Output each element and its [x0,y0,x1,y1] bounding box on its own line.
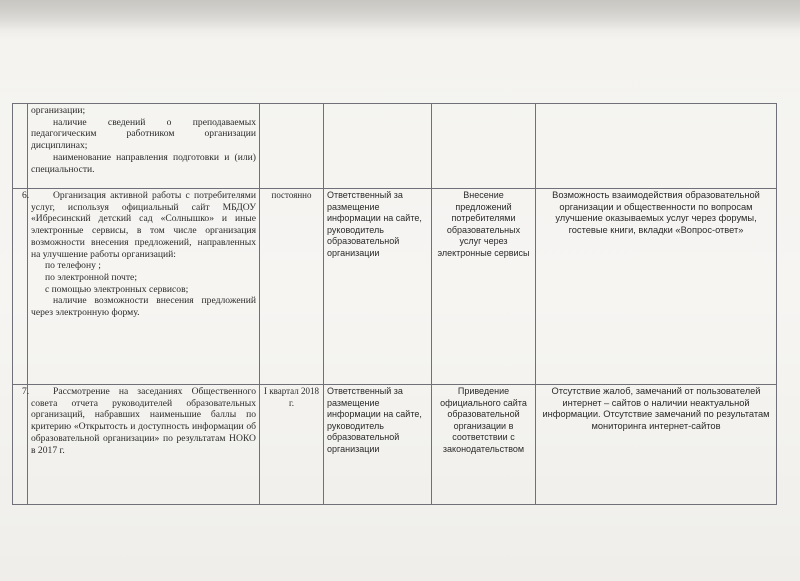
row-number: 7. [13,385,28,505]
table-body [13,104,777,505]
row-responsible: Ответственный за размещение информации на сайте, руководитель образовательной организации [324,189,432,385]
row-indicator: Отсутствие жалоб, замечаний от пользователей интернет – сайтов о наличии неактуальной информации. Отсутствие замечаний по результатам мониторинга интернет-сайтов [536,385,777,505]
table-row [13,104,777,189]
desc-line: по телефону ; [45,260,101,272]
desc-line: наличие сведений о преподаваемых педагогическим работником организации дисциплинах; [31,116,256,152]
desc-line: наличие возможности внесения предложений через электронную форму. [31,295,256,319]
row-description [28,385,260,505]
table-row [13,385,777,505]
desc-line: с помощью электронных сервисов; [45,283,189,295]
action-plan-table [12,103,777,505]
desc-line: Организация активной работы с потребителями услуг, используя официальный сайт МБДОУ «Ибресинский детский сад «Солнышко» и иные электронные сервисы, в том числе организация возможности внесения предложений, направленных на улучшение работы организаций: [31,190,256,260]
row-date [260,104,324,189]
row-responsible [324,104,432,189]
desc-line: по электронной почте; [45,271,137,283]
row-description [28,189,260,385]
row-responsible: Ответственный за размещение информации на сайте, руководитель образовательной организации [324,385,432,505]
row-date: постоянно [260,189,324,385]
desc-line: наименование направления подготовки и (или) специальности. [31,151,256,175]
desc-line: организации; [31,105,86,116]
row-result: Приведение официального сайта образовательной организации в соответствии с законодательством [432,385,536,505]
row-result: Внесение предложений потребителями образовательных услуг через электронные сервисы [432,189,536,385]
row-number: 6. [13,189,28,385]
scan-shadow [0,0,800,30]
row-indicator [536,104,777,189]
row-number [13,104,28,189]
row-date: I квартал 2018 г. [260,385,324,505]
row-result [432,104,536,189]
desc-line: Рассмотрение на заседаниях Общественного совета отчета руководителей образовательных организаций, набравших наименьшие баллы по критерию «Открытость и доступность информации об образовательной организации» по результатам НОКО в 2017 г. [31,386,256,456]
row-indicator: Возможность взаимодействия образовательной организации и общественности по вопросам улучшение оказываемых услуг через форумы, гостевые книги, вкладки «Вопрос-ответ» [536,189,777,385]
table-row [13,189,777,385]
row-description [28,104,260,189]
